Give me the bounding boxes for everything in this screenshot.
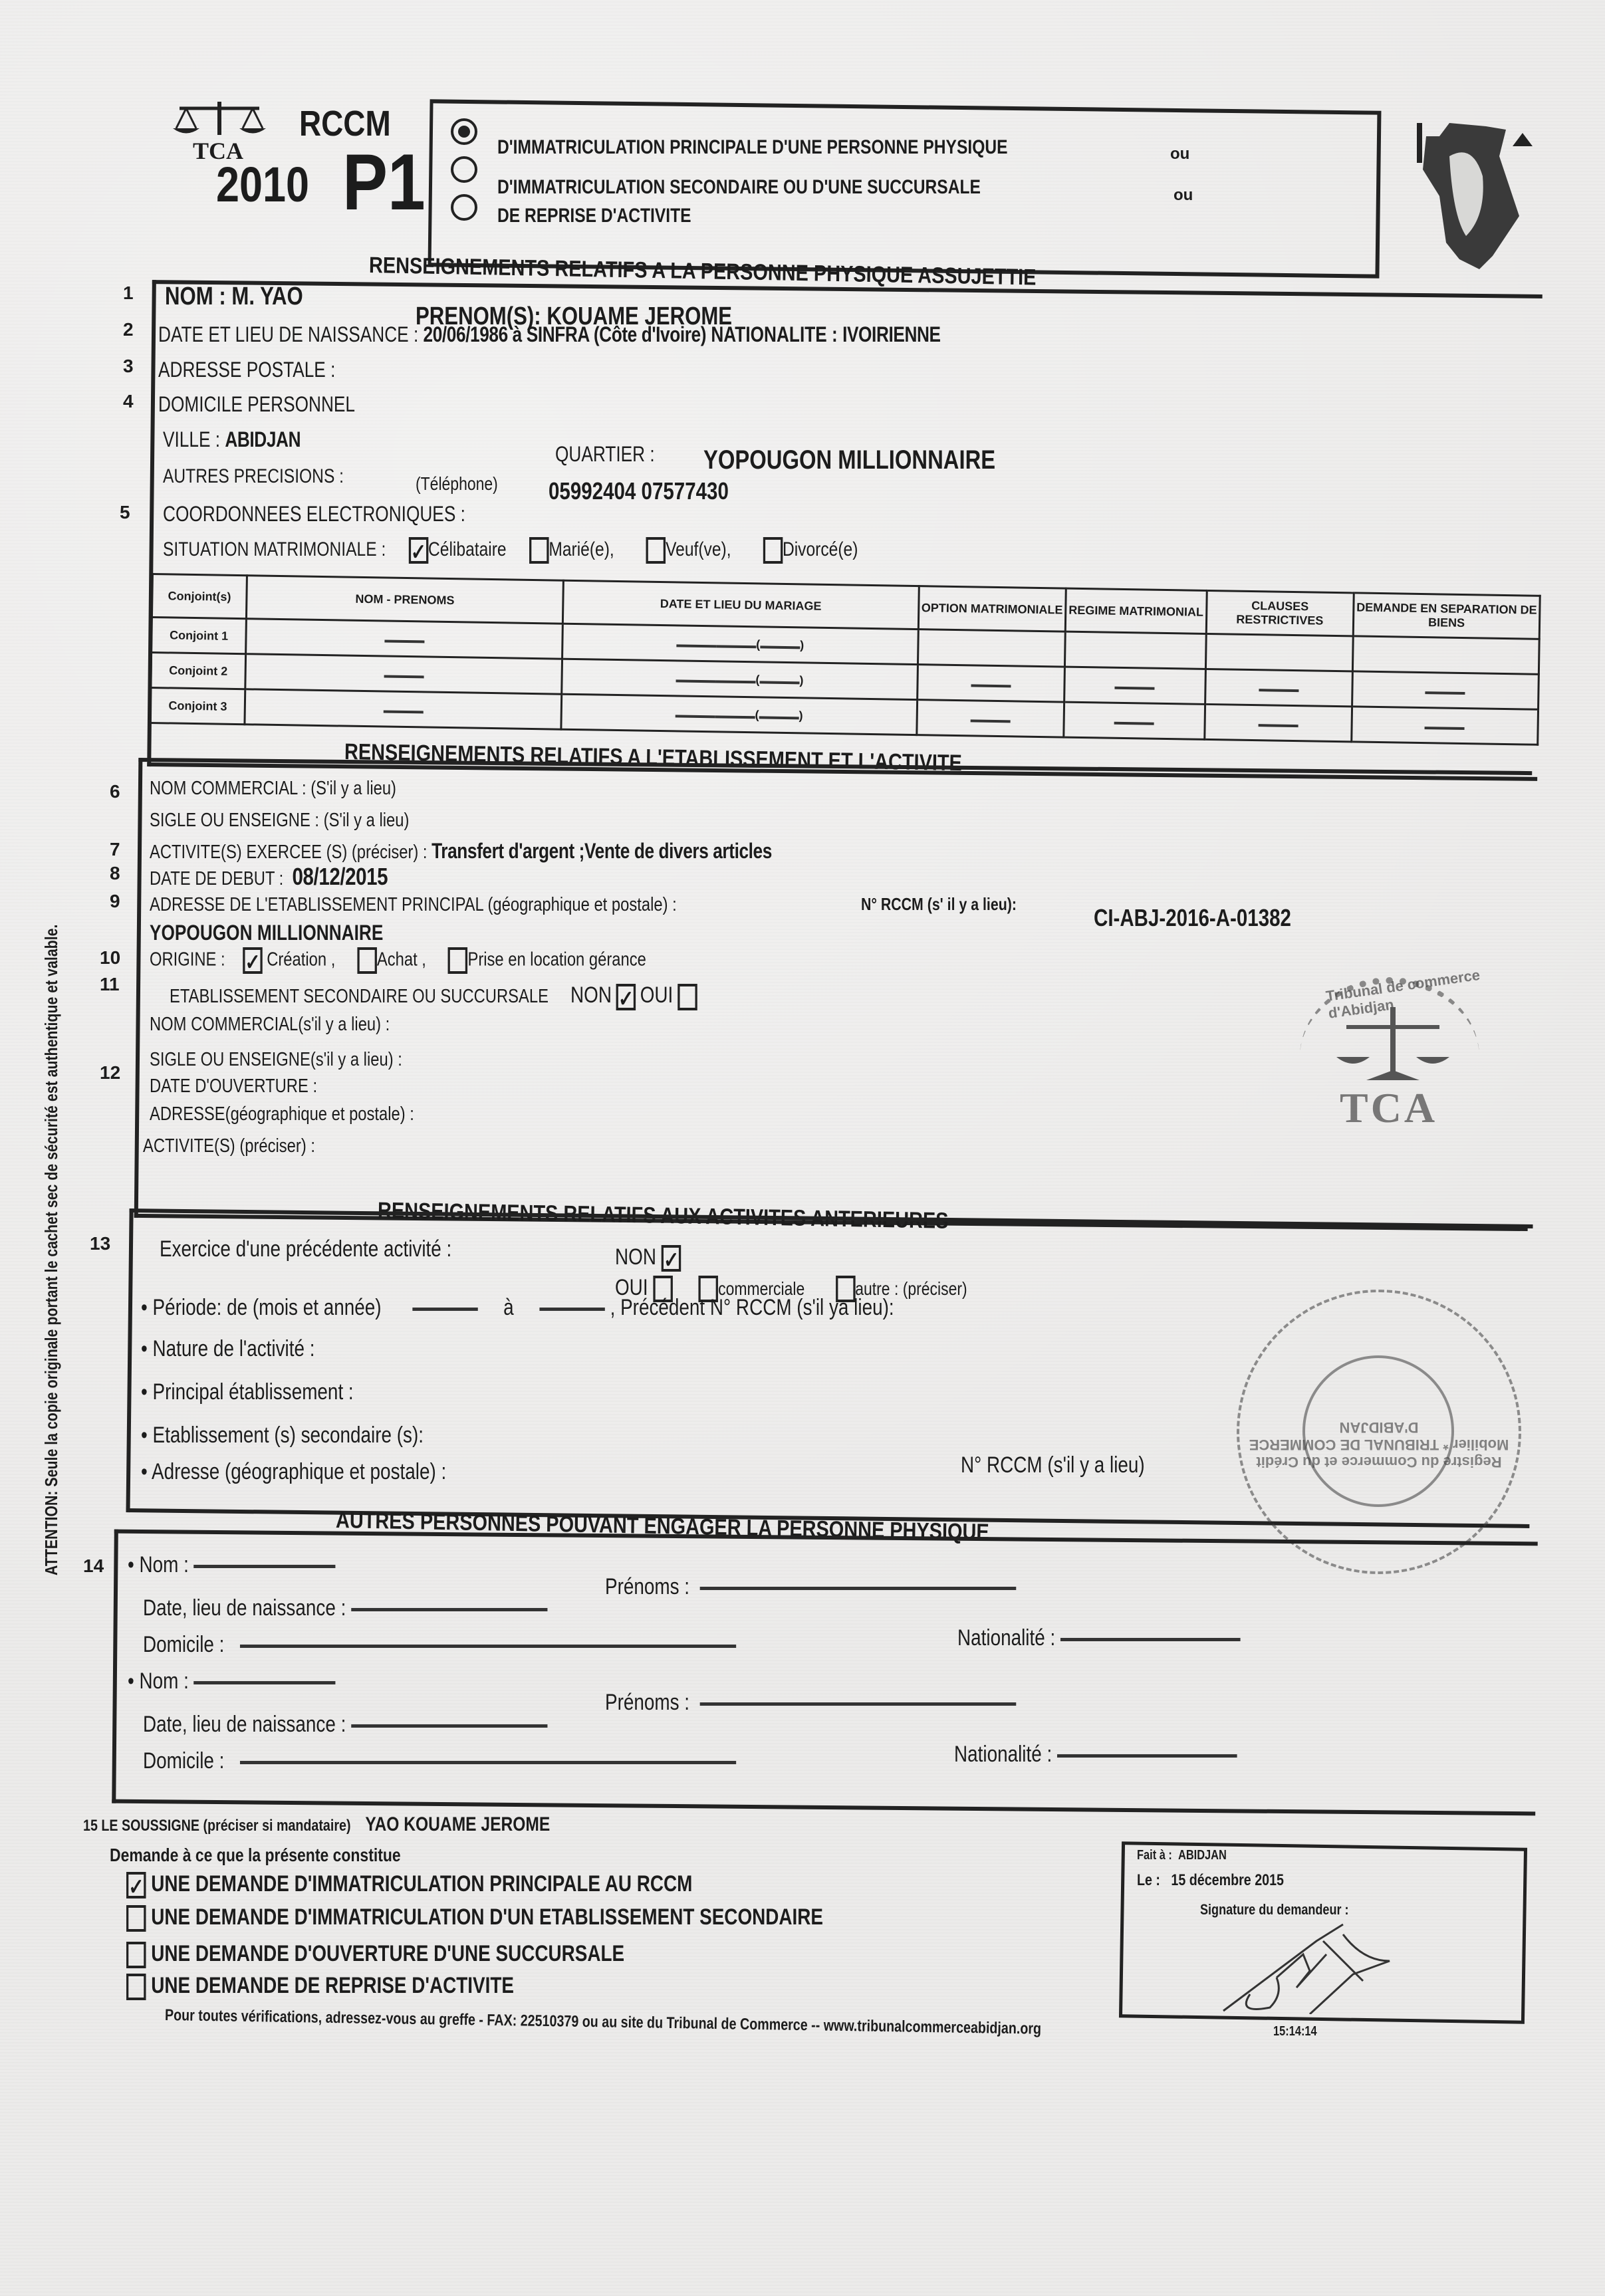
prenom-value: KOUAME JEROME [547,302,733,330]
tca-stamp [1287,966,1499,1131]
option-reprise-radio[interactable] [451,194,477,221]
form-code: P1 [342,138,426,227]
naissance-value: 20/06/1986 à SINFRA (Côte d'Ivoire) [423,322,707,346]
secondaire-non-checkbox[interactable]: ✓ [616,984,636,1010]
achat-checkbox[interactable] [357,947,377,974]
tca-logo-text: TCA [193,138,244,164]
secondaire-oui-label: OUI [640,982,674,1008]
header-conjoints: Conjoint(s) [152,574,247,619]
header-option-matrimoniale: OPTION MATRIMONIALE [918,586,1066,631]
row-number-6: 6 [110,781,120,802]
person2-nationalite-field [954,1742,1299,1768]
option-cell [918,630,1065,667]
divorce-label: Divorcé(e) [782,538,858,560]
periode-from-input[interactable] [412,1308,477,1311]
rccm-number-value: CI-ABJ-2016-A-01382 [1094,904,1291,931]
person1-domicile-field [143,1632,866,1658]
nom-field [165,283,333,311]
exercice-oui-label: OUI [615,1275,648,1300]
marie-label: Marié(e), [549,538,614,560]
conjoint-label: Conjoint 2 [151,653,246,689]
person1-nationalite-field [957,1625,1302,1651]
spouse-table [149,573,1541,746]
soussigne-label: 15 LE SOUSSIGNE (préciser si mandataire) [83,1817,351,1835]
periode-row [141,1295,1059,1321]
person2-naissance-field [143,1712,636,1738]
sec-sigle-label: SIGLE OU ENSEIGNE(s'il y a lieu) : [150,1049,402,1070]
section3-title: RENSEIGNEMENTS RELATIFS AUX ACTIVITES ANTERIEURES [377,1198,949,1234]
rccm-number-label: N° RCCM (s' il y a lieu): [861,894,1017,914]
signature-area[interactable] [1210,1914,1410,2014]
origine-row [150,947,755,974]
option-principale-radio[interactable] [451,118,477,145]
option-secondaire-label: D'IMMATRICULATION SECONDAIRE OU D'UNE SUCCURSALE [497,176,981,198]
scales-of-justice-icon [1333,1004,1453,1084]
header-nom-prenoms: NOM - PRENOMS [247,576,564,624]
person1-nom-input[interactable] [194,1565,336,1568]
lady-justice-icon [1400,116,1539,276]
regime-cell [1064,667,1205,704]
header-clauses-restrictives: CLAUSES RESTRICTIVES [1206,590,1354,635]
fait-a-value: ABIDJAN [1177,1848,1227,1863]
date-lieu-cell: ( ) [562,624,918,664]
situation-matrimoniale-row [163,537,1011,564]
person1-prenoms-label: Prénoms : [605,1574,690,1599]
creation-checkbox[interactable]: ✓ [243,947,263,974]
telephone-value: 05992404 07577430 [549,477,729,505]
commerciale-label: commerciale [718,1278,805,1299]
clauses-cell [1205,633,1353,671]
marie-checkbox[interactable] [529,537,549,564]
nationalite-label: NATIONALITE : [711,322,838,346]
exercice-non-row [615,1244,695,1272]
rccm-anterieur-label: N° RCCM (s'il y a lieu) [961,1452,1145,1478]
registry-stamp-text: Registre du Commerce et du Crédit Mobilier * TRIBUNAL DE COMMERCE D'ABIDJAN [1249,1419,1509,1470]
row-number-11: 11 [100,974,120,994]
footer-note: Pour toutes vérifications, adressez-vous au greffe - FAX: 22510379 ou au site du Tribunal de Commerce -- www.tribunalcommerceabidjan.org [164,2006,1042,2038]
request-reprise [126,1973,599,2000]
row-number-8: 8 [110,863,120,883]
person1-domicile-label: Domicile : [143,1632,225,1657]
nom-prenoms-cell [245,654,562,694]
row-number-7: 7 [110,839,120,860]
demande-label: Demande à ce que la présente constitue [110,1845,401,1865]
creation-label: Création , [267,949,336,971]
quartier-label: QUARTIER : [555,442,655,466]
justice-figure-illustration [1400,116,1539,276]
clauses-cell [1204,704,1352,741]
header-regime-matrimonial: REGIME MATRIMONIAL [1065,588,1206,633]
precedent-rccm-label: , Précédent N° RCCM (s'il ya lieu): [610,1295,894,1320]
domicile-label: DOMICILE PERSONNEL [158,392,355,416]
ville-value: ABIDJAN [225,427,301,451]
autre-label: autre : (préciser) [855,1278,967,1299]
ou-1: ou [1170,145,1190,163]
person2-nom-field [128,1668,381,1694]
adresse-etablissement-label: ADRESSE DE L'ETABLISSEMENT PRINCIPAL (géographique et postale) : [150,894,677,915]
celibataire-label: Célibataire [428,538,507,560]
conjoint-label: Conjoint 3 [150,688,245,725]
person1-nom-label: • Nom : [128,1552,189,1577]
sec-date-ouverture-label: DATE D'OUVERTURE : [150,1076,318,1097]
person2-prenoms-field [605,1690,1106,1716]
activites-label: ACTIVITE(S) EXERCEE (S) (préciser) : [150,842,428,863]
request-secondaire [126,1904,976,1932]
date-lieu-cell: ( ) [562,659,918,699]
debut-value: 08/12/2015 [292,863,388,890]
person2-nationalite-label: Nationalité : [954,1742,1052,1767]
row-number-12: 12 [100,1062,121,1083]
row-number-13: 13 [90,1233,111,1254]
soussigne-row [83,1813,652,1836]
person1-naissance-label: Date, lieu de naissance : [143,1595,346,1621]
option-reprise-label: DE REPRISE D'ACTIVITE [497,205,691,227]
date-field [1137,1871,1316,1890]
secondaire-label: ETABLISSEMENT SECONDAIRE OU SUCCURSALE [170,986,549,1007]
telephone-label: (Téléphone) [416,473,498,494]
request-succursale-label: UNE DEMANDE D'OUVERTURE D'UNE SUCCURSALE [151,1941,625,1966]
date-label: Le : [1137,1871,1160,1889]
timestamp: 15:14:14 [1273,2024,1317,2039]
clauses-cell [1205,669,1352,706]
person2-naissance-label: Date, lieu de naissance : [143,1712,346,1737]
celibataire-checkbox[interactable]: ✓ [408,537,428,564]
nom-prenoms-cell [246,619,563,659]
person2-prenoms-input[interactable] [700,1702,1017,1706]
person1-nationalite-input[interactable] [1060,1638,1241,1641]
row-number-5: 5 [120,502,130,522]
request-reprise-checkbox[interactable] [126,1974,146,2000]
tca-stamp-ring-text: Tribunal de commerce d'Abidjan [1324,966,1481,1022]
location-gerance-label: Prise en location gérance [467,949,646,971]
rccm-label: RCCM [299,104,391,144]
row-number-1: 1 [123,283,134,303]
sec-adresse-label: ADRESSE(géographique et postale) : [150,1103,414,1125]
conjoint-label: Conjoint 1 [152,618,247,654]
regime-cell [1065,631,1206,669]
adresse-postale-label: ADRESSE POSTALE : [158,358,336,382]
nom-commercial-label: NOM COMMERCIAL : (S'il y a lieu) [150,778,396,799]
achat-label: Achat , [376,949,426,971]
person1-naissance-field [143,1595,636,1621]
request-secondaire-label: UNE DEMANDE D'IMMATRICULATION D'UN ETABLISSEMENT SECONDAIRE [151,1904,824,1930]
person1-prenoms-field [605,1574,1106,1600]
row-number-14: 14 [83,1555,104,1576]
signature-label: Signature du demandeur : [1200,1901,1349,1918]
periode-to-input[interactable] [539,1308,604,1311]
activites-value: Transfert d'argent ;Vente de divers articles [432,839,772,863]
exercice-non-checkbox[interactable]: ✓ [662,1245,681,1272]
row-number-9: 9 [110,891,120,911]
soussigne-value: YAO KOUAME JEROME [365,1813,551,1835]
separation-cell [1352,636,1539,674]
regime-cell [1064,702,1205,739]
registry-stamp [1237,1290,1521,1574]
tca-logo [170,98,269,162]
person2-nationalite-input[interactable] [1057,1754,1237,1758]
option-secondaire-radio[interactable] [451,156,477,183]
option-cell [917,665,1064,702]
matrimoniale-label: SITUATION MATRIMONIALE : [163,538,386,560]
request-principale [126,1871,816,1898]
nom-prenoms-cell [245,689,562,729]
request-reprise-label: UNE DEMANDE DE REPRISE D'ACTIVITE [151,1973,514,1998]
option-cell [916,700,1064,737]
person1-prenoms-input[interactable] [700,1587,1017,1590]
veuf-label: Veuf(ve), [666,538,731,560]
periode-a-label: à [503,1295,514,1320]
nom-label: NOM : [165,283,226,310]
veuf-checkbox[interactable] [646,537,666,564]
header-date-lieu-mariage: DATE ET LIEU DU MARIAGE [562,580,919,629]
person2-domicile-label: Domicile : [143,1748,225,1774]
nom-value: M. YAO [231,283,303,310]
person2-nom-input[interactable] [194,1681,336,1684]
row-number-2: 2 [123,319,134,340]
section4-title: AUTRES PERSONNES POUVANT ENGAGER LA PERSONNE PHYSIQUE [335,1508,989,1546]
person2-domicile-input[interactable] [240,1761,736,1764]
section2-title: RENSEIGNEMENTS RELATIFS A L'ETABLISSEMENT ET L'ACTIVITE [344,739,963,776]
row-number-4: 4 [123,391,134,411]
option-principale-label: D'IMMATRICULATION PRINCIPALE D'UNE PERSONNE PHYSIQUE [497,136,1008,158]
activites-field [150,839,908,863]
fait-a-field [1137,1848,1246,1863]
request-principale-checkbox[interactable]: ✓ [126,1872,146,1898]
exercice-non-label: NON [615,1244,656,1270]
debut-field [150,863,440,891]
secondaire-non-label: NON [570,982,612,1008]
periode-label: • Période: de (mois et année) [141,1295,382,1320]
separation-cell [1352,671,1539,709]
row-number-3: 3 [123,356,134,376]
request-secondaire-checkbox[interactable] [126,1905,146,1932]
nature-label: • Nature de l'activité : [141,1336,315,1361]
tca-stamp-letters: TCA [1340,1084,1438,1131]
autres-precisions-label: AUTRES PRECISIONS : [163,465,344,487]
prenom-label: PRENOM(S): [416,302,541,330]
person1-naissance-input[interactable] [351,1608,547,1611]
debut-label: DATE DE DEBUT : [150,868,284,889]
side-attention-notice: ATTENTION: Seule la copie originale portant le cachet sec de sécurité est authentique et valable. [41,924,61,1575]
sec-nom-commercial-label: NOM COMMERCIAL(s'il y a lieu) : [150,1014,390,1035]
adresse-etablissement-value: YOPOUGON MILLIONNAIRE [150,921,384,945]
ville-field [163,427,331,452]
fait-a-label: Fait à : [1137,1848,1172,1863]
exercice-label: Exercice d'une précédente activité : [160,1236,452,1262]
naissance-field [158,322,1112,347]
section1-title: RENSEIGNEMENTS RELATIFS A LA PERSONNE PHYSIQUE ASSUJETTIE [368,253,1037,290]
form-year: 2010 [216,157,309,212]
nationalite-value: IVOIRIENNE [842,322,941,346]
request-succursale [126,1941,734,1968]
secondaire-row [170,982,813,1010]
secondaire-oui-checkbox[interactable] [678,984,697,1010]
person1-domicile-input[interactable] [240,1645,736,1648]
handwritten-signature-icon [1210,1914,1410,2014]
adresse-anterieure-label: • Adresse (géographique et postale) : [141,1459,447,1484]
coordonnees-label: COORDONNEES ELECTRONIQUES : [163,502,465,526]
separation-cell [1352,707,1539,745]
principal-label: • Principal établissement : [141,1379,354,1405]
sigle-label: SIGLE OU ENSEIGNE : (S'il y a lieu) [150,810,410,831]
location-gerance-checkbox[interactable] [448,947,468,974]
origine-label: ORIGINE : [150,949,225,971]
person2-prenoms-label: Prénoms : [605,1690,690,1715]
row-number-10: 10 [100,947,121,968]
date-lieu-cell: ( ) [561,694,917,735]
request-succursale-checkbox[interactable] [126,1942,146,1968]
divorce-checkbox[interactable] [763,537,783,564]
person2-nom-label: • Nom : [128,1668,189,1694]
header-demande-separation: DEMANDE EN SEPARATION DE BIENS [1353,593,1540,639]
person1-nom-field [128,1552,381,1578]
request-principale-label: UNE DEMANDE D'IMMATRICULATION PRINCIPALE AU RCCM [151,1871,693,1896]
person1-nationalite-label: Nationalité : [957,1625,1056,1651]
naissance-label: DATE ET LIEU DE NAISSANCE : [158,322,419,346]
person2-domicile-field [143,1748,866,1774]
date-value: 15 décembre 2015 [1171,1871,1284,1889]
person2-naissance-input[interactable] [351,1724,547,1728]
ville-label: VILLE : [163,427,221,451]
quartier-value: YOPOUGON MILLIONNAIRE [703,445,996,475]
ou-2: ou [1173,186,1193,204]
sec-activites-label: ACTIVITE(S) (préciser) : [143,1135,315,1157]
secondaires-label: • Etablissement (s) secondaire (s): [141,1423,424,1448]
